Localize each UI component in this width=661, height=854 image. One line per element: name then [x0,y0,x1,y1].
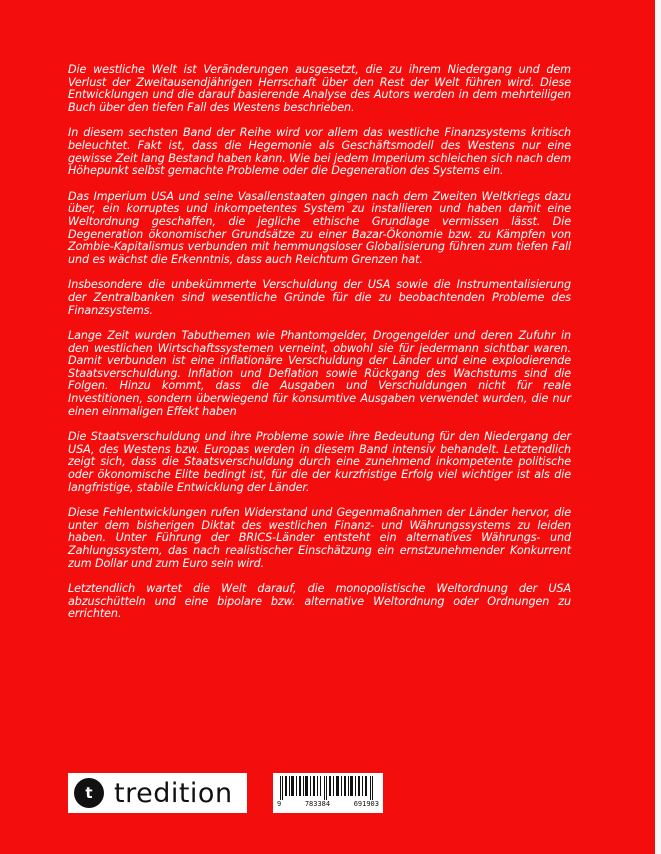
isbn-prefix: 9 [277,800,282,808]
paragraph-8: Letztendlich wartet die Welt darauf, die monopolistische Weltordnung der USA abzuschütteln und eine bipolare bzw. alternative Weltordnung oder Ordnungen zu errichten. [68,582,571,621]
isbn-group-2: 691903 [353,800,379,808]
paragraph-4: Insbesondere die unbekümmerte Verschuldung der USA sowie die Instrumentalisierung der Zentralbanken sind wesentliche Gründe für die zu beobachtenden Probleme des Finanzsystems. [68,278,571,317]
isbn-group-1: 783384 [304,800,331,808]
tredition-logo-icon: t [74,778,104,808]
barcode-bars [278,776,378,800]
publisher-name: tredition [114,777,233,809]
back-cover-blurb [68,64,571,634]
paragraph-5: Lange Zeit wurden Tabuthemen wie Phantomgelder, Drogengelder und deren Zufuhr in den westlichen Wirtschaftssystemen verneint, obwohl sie für jedermann sichtbar waren. Damit verbunden ist eine inflationäre Verschuldung der Länder und eine explodierende Staatsverschuldung. Inflation und Deflation sowie Rückgang des Wachstums sind die Folgen. Hinzu kommt, dass die Ausgaben und Verschuldungen nicht für reale Investitionen, sondern überwiegend für konsumtive Ausgaben verwendet wurden, die nur einen einmaligen Effekt haben [68,329,571,418]
isbn-barcode [273,773,383,813]
isbn-digits [277,800,379,808]
publisher-logo [68,773,247,813]
paragraph-2: In diesem sechsten Band der Reihe wird vor allem das westliche Finanzsystems kritisch beleuchtet. Fakt ist, dass die Hegemonie als Geschäftsmodell des Westens nur eine gewisse Zeit lang Bestand haben kann. Wie bei jedem Imperium schleichen sich nach dem Höhepunkt selbst gemachte Probleme oder die Degeneration des Systems ein. [68,126,571,178]
paragraph-6: Die Staatsverschuldung und ihre Probleme sowie ihre Bedeutung für den Niedergang der USA, des Westens bzw. Europas werden in diesem Band intensiv behandelt. Letztendlich zeigt sich, dass die Staatsverschuldung durch eine zunehmend inkompetente politische oder ökonomische Elite bedingt ist, für die der kurzfristige Erfolg viel wichtiger ist als die langfristige, stabile Entwicklung der Länder. [68,430,571,494]
paragraph-3: Das Imperium USA und seine Vasallenstaaten gingen nach dem Zweiten Weltkriegs dazu über, ein korruptes und inkompetentes System zu installieren und haben damit eine Weltordnung geschaffen, die jegliche ethische Grundlage vermissen lässt. Die Degeneration ökonomischer Grundsätze zu einer Bazar-Ökonomie bzw. zu Kämpfen von Zombie-Kapitalismus verbunden mit hemmungsloser Globalisierung führen zum tiefen Fall und es wächst die Erkenntnis, dass auch Reichtum Grenzen hat. [68,189,571,266]
paragraph-1: Die westliche Welt ist Veränderungen ausgesetzt, die zu ihrem Niedergang und dem Verlust der Zweitausendjährigen Herrschaft über den Rest der Welt führen wird. Diese Entwicklungen und die darauf basierende Analyse des Autors werden in dem mehrteiligen Buch über den tiefen Fall des Westens beschrieben. [68,63,571,114]
page-edge [655,0,661,854]
paragraph-7: Diese Fehlentwicklungen rufen Widerstand und Gegenmaßnahmen der Länder hervor, die unter dem bisherigen Diktat des westlichen Finanz- und Währungssystems zu leiden haben. Unter Führung der BRICS-Länder entsteht ein alternatives Währungs- und Zahlungssystem, das nach realistischer Einschätzung ein ernstzunehmender Konkurrent zum Dollar und zum Euro sein wird. [68,506,571,570]
